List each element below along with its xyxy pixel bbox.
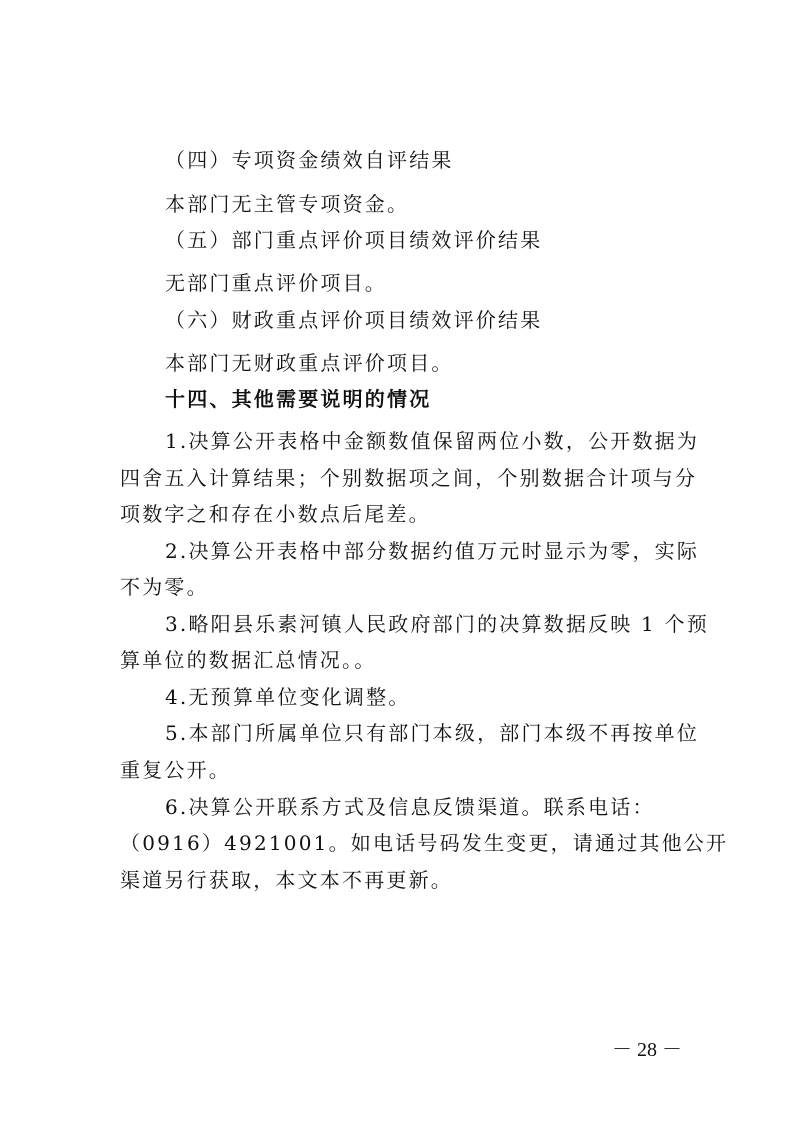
note-3-line-1: 3.略阳县乐素河镇人民政府部门的决算数据反映 1 个预 bbox=[165, 612, 709, 636]
paragraph-special-funds: 本部门无主管专项资金。 bbox=[165, 192, 410, 216]
note-5-line-2: 重复公开。 bbox=[120, 758, 231, 782]
subheading-special-funds: （四）专项资金绩效自评结果 bbox=[165, 148, 454, 172]
note-6-line-3: 渠道另行获取，本文本不再更新。 bbox=[120, 868, 453, 892]
note-3-line-2: 算单位的数据汇总情况。。 bbox=[120, 648, 377, 672]
note-1-line-3: 项数字之和存在小数点后尾差。 bbox=[120, 502, 431, 526]
note-2-line-1: 2.决算公开表格中部分数据约值万元时显示为零，实际 bbox=[165, 539, 700, 563]
subheading-key-projects: （五）部门重点评价项目绩效评价结果 bbox=[165, 228, 543, 252]
note-5-line-1: 5.本部门所属单位只有部门本级，部门本级不再按单位 bbox=[165, 721, 700, 745]
note-2-line-2: 不为零。 bbox=[120, 575, 209, 599]
note-1-line-1: 1.决算公开表格中金额数值保留两位小数，公开数据为 bbox=[165, 429, 700, 453]
note-6-line-2: （0916）4921001。如电话号码发生变更，请通过其他公开 bbox=[120, 831, 729, 855]
note-1-line-2: 四舍五入计算结果；个别数据项之间，个别数据合计项与分 bbox=[120, 466, 698, 490]
page-number: － 28 － bbox=[612, 1039, 682, 1061]
note-4: 4.无预算单位变化调整。 bbox=[165, 685, 411, 709]
paragraph-finance-projects: 本部门无财政重点评价项目。 bbox=[165, 351, 454, 375]
note-6-line-1: 6.决算公开联系方式及信息反馈渠道。联系电话： bbox=[165, 795, 655, 819]
subheading-finance-projects: （六）财政重点评价项目绩效评价结果 bbox=[165, 308, 543, 332]
section-heading-other-notes: 十四、其他需要说明的情况 bbox=[165, 387, 432, 411]
paragraph-key-projects: 无部门重点评价项目。 bbox=[165, 271, 387, 295]
